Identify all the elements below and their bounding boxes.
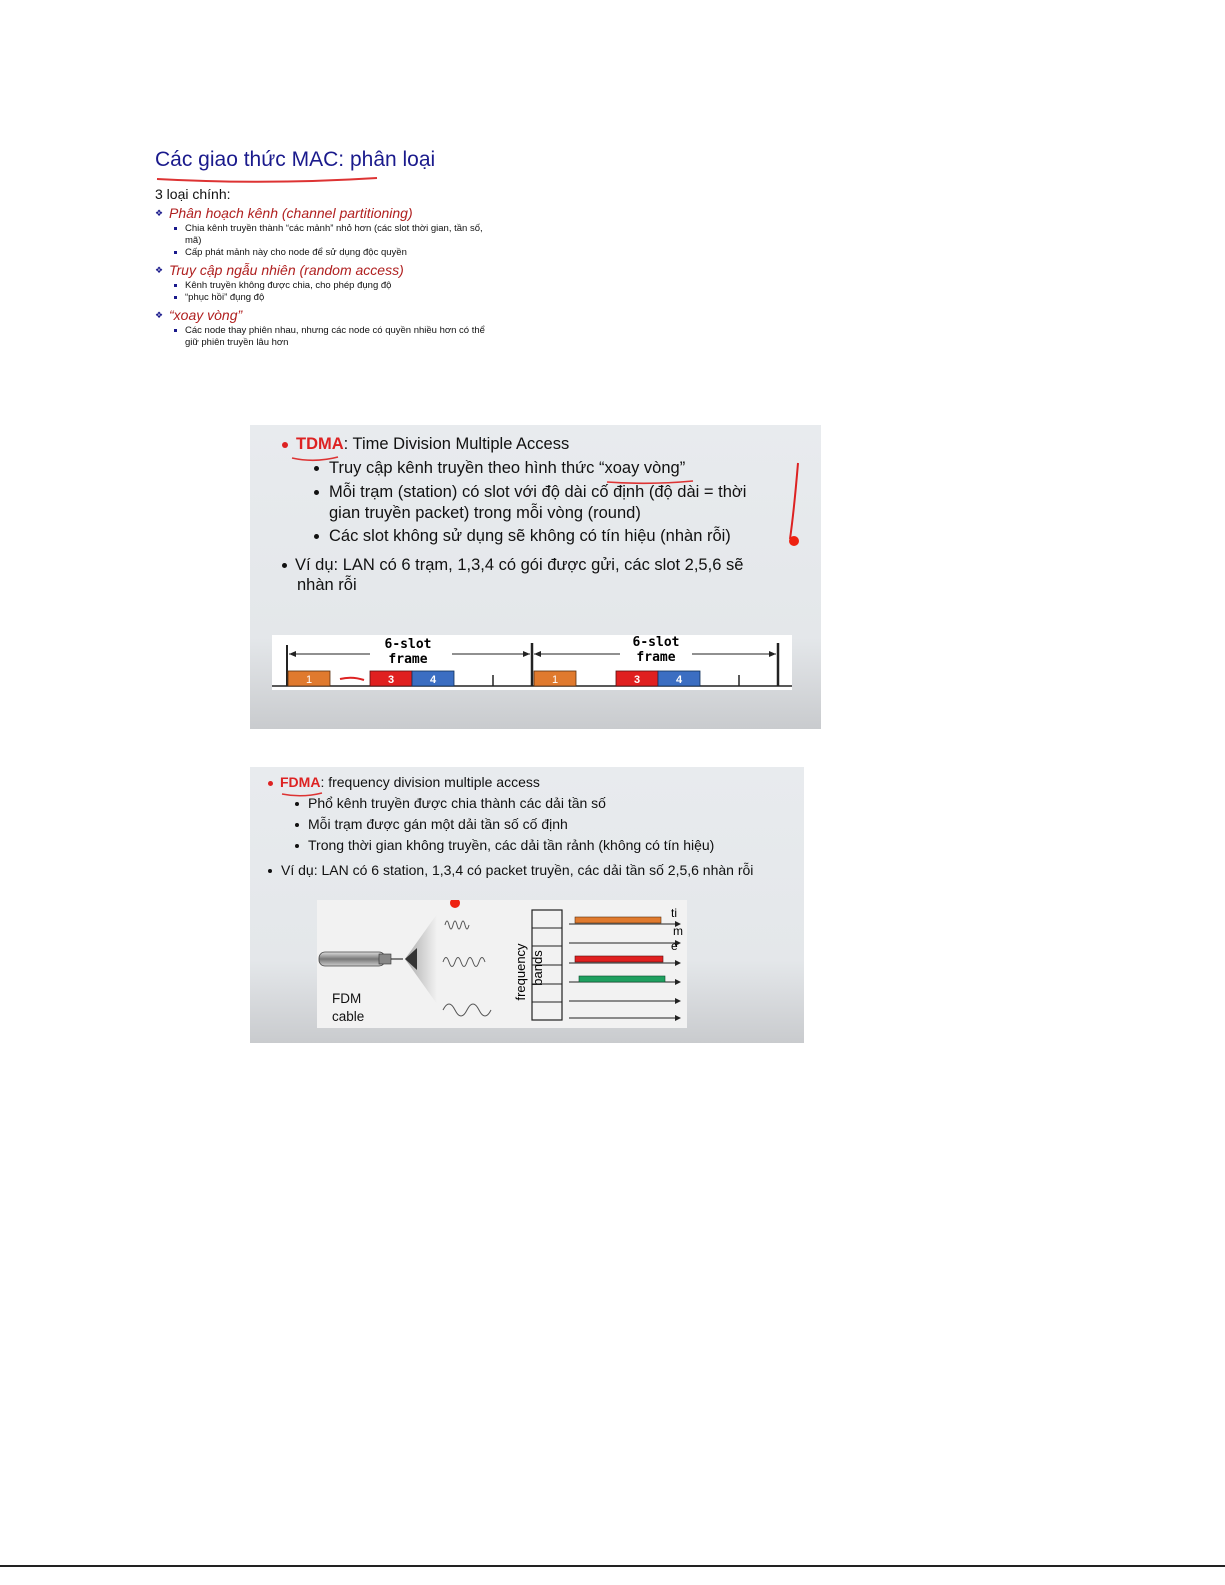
pen-stroke: [340, 678, 364, 680]
diamond-bullet-icon: ❖: [155, 208, 164, 218]
list-item: [155, 223, 485, 247]
tdma-term: TDMA: [296, 435, 344, 453]
category-title: Phân hoạch kênh (channel partitioning): [169, 205, 413, 221]
diamond-bullet-icon: ❖: [155, 310, 164, 320]
fdma-slide: [250, 767, 804, 1043]
tdma-slide: [250, 425, 821, 729]
square-bullet-icon: [174, 329, 177, 332]
fdma-definition: : frequency division multiple access: [320, 774, 540, 790]
list-item-text: Kênh truyền không được chia, cho phép đụng độ: [185, 280, 392, 291]
slot-label: 3: [633, 674, 641, 686]
mac-section: [155, 140, 485, 349]
fdma-bullet: [295, 795, 606, 811]
axis-label: bands: [530, 950, 545, 986]
slot-label: 1: [551, 674, 559, 686]
fdma-heading: [268, 774, 540, 790]
tdma-definition: : Time Division Multiple Access: [343, 435, 570, 453]
fdm-label-line: cable: [332, 1009, 365, 1024]
axis-label: frequency: [513, 943, 528, 1001]
high-frequency-wave: [445, 921, 469, 929]
tdma-bullet-cont: gian truyền packet) trong mỗi vòng (round): [329, 504, 641, 522]
frame-label: 6-slot: [632, 635, 680, 650]
list-item: [155, 280, 485, 292]
slot-label: 4: [675, 674, 683, 686]
list-item-text: “phục hồi” đụng độ: [185, 292, 265, 303]
tdma-example-text: Ví dụ: LAN có 6 trạm, 1,3,4 có gói được gửi, các slot 2,5,6 sẽ: [295, 556, 744, 574]
list-item-text: Chia kênh truyền thành “các mảnh” nhỏ hơn (các slot thời gian, tần số, mã): [185, 223, 483, 246]
category-title: Truy cập ngẫu nhiên (random access): [169, 262, 404, 278]
mac-intro: 3 loại chính:: [155, 186, 231, 202]
arrow-head: [523, 651, 530, 657]
square-bullet-icon: [174, 296, 177, 299]
fdma-bullet-text: Phổ kênh truyền được chia thành các dải tần số: [308, 795, 606, 811]
laser-pointer-dot: [450, 900, 460, 908]
frame-label: frame: [388, 652, 428, 667]
frame-label: frame: [636, 650, 676, 665]
page-bottom-rule: [0, 1565, 1225, 1567]
fdma-term: FDMA: [280, 774, 321, 790]
slot-label: 1: [305, 674, 313, 686]
bullet-icon: [314, 534, 319, 539]
time-label: ti: [671, 906, 677, 920]
bullet-icon: [268, 869, 272, 873]
mac-title: Các giao thức MAC: phân loại: [155, 148, 436, 171]
tdma-frame-svg: [272, 635, 792, 690]
fdm-label-line: FDM: [332, 991, 362, 1006]
frame-label: 6-slot: [384, 637, 432, 652]
slot-label: 3: [387, 674, 395, 686]
slot-label: 4: [429, 674, 437, 686]
category-channel-partitioning: [155, 204, 485, 223]
diamond-bullet-icon: ❖: [155, 265, 164, 275]
tdma-slot-diagram: [272, 635, 792, 690]
square-bullet-icon: [174, 227, 177, 230]
bullet-icon: [295, 844, 299, 848]
bullet-icon: [268, 781, 273, 786]
list-item: [155, 292, 485, 304]
band-1-active: [575, 917, 661, 923]
square-bullet-icon: [174, 251, 177, 254]
list-item: [155, 247, 485, 259]
bullet-icon: [282, 563, 287, 568]
tdma-bullet: [314, 483, 746, 502]
tdma-bullet: [314, 527, 731, 546]
cable-body: [319, 952, 385, 966]
fdma-bullet: [295, 837, 714, 853]
fdma-bullet: [295, 816, 568, 832]
tdma-bullet-text: Mỗi trạm (station) có slot với độ dài cố định (độ dài = thời: [329, 483, 747, 501]
tdma-heading: [282, 435, 569, 454]
fdma-bullet-text: Trong thời gian không truyền, các dải tần rảnh (không có tín hiệu): [308, 837, 715, 853]
title-underline-stroke: [155, 173, 380, 183]
time-label: e: [671, 939, 678, 953]
time-label: m: [673, 924, 683, 938]
category-random-access: [155, 261, 485, 280]
list-item-text: Cấp phát mảnh này cho node để sử dụng độc quyền: [185, 247, 407, 258]
fdm-svg: [317, 900, 687, 1028]
fdm-cable-label: [332, 990, 364, 1026]
tdma-bullet-text: Các slot không sử dụng sẽ không có tín hiệu (nhàn rỗi): [329, 527, 731, 545]
low-frequency-wave: [443, 1004, 491, 1016]
fdma-example-text: Ví dụ: LAN có 6 station, 1,3,4 có packet truyền, các dải tần số 2,5,6 nhàn rỗi: [281, 862, 754, 878]
bullet-icon: [282, 442, 288, 448]
tdma-bullet-text: Truy cập kênh truyền theo hình thức “xoay vòng”: [329, 459, 686, 477]
arrow-head: [769, 651, 776, 657]
bullet-icon: [295, 802, 299, 806]
fdma-example: [268, 862, 753, 878]
band-arrows: [569, 921, 681, 1021]
tdma-example-cont: nhàn rỗi: [297, 576, 357, 594]
fdma-bullet-text: Mỗi trạm được gán một dải tần số cố định: [308, 816, 568, 832]
bullet-icon: [314, 490, 319, 495]
list-item-text: Các node thay phiên nhau, nhưng các node có quyền nhiều hơn có thể giữ phiên truyền lâu hơn: [185, 325, 485, 348]
category-taking-turns: [155, 306, 485, 325]
square-bullet-icon: [174, 284, 177, 287]
band-4-active: [579, 976, 665, 982]
tdma-example: [282, 556, 743, 575]
bullet-icon: [295, 823, 299, 827]
fdm-diagram: [317, 900, 687, 1028]
list-item: [155, 325, 485, 349]
tdma-bullet: [314, 459, 685, 478]
medium-frequency-wave: [443, 958, 485, 967]
category-title: “xoay vòng”: [169, 307, 243, 323]
bullet-icon: [314, 466, 319, 471]
arrow-head: [534, 651, 541, 657]
laser-pointer-stroke: [786, 461, 802, 547]
band-3-active: [575, 956, 663, 962]
arrow-head: [289, 651, 296, 657]
cable-tip: [379, 954, 391, 964]
